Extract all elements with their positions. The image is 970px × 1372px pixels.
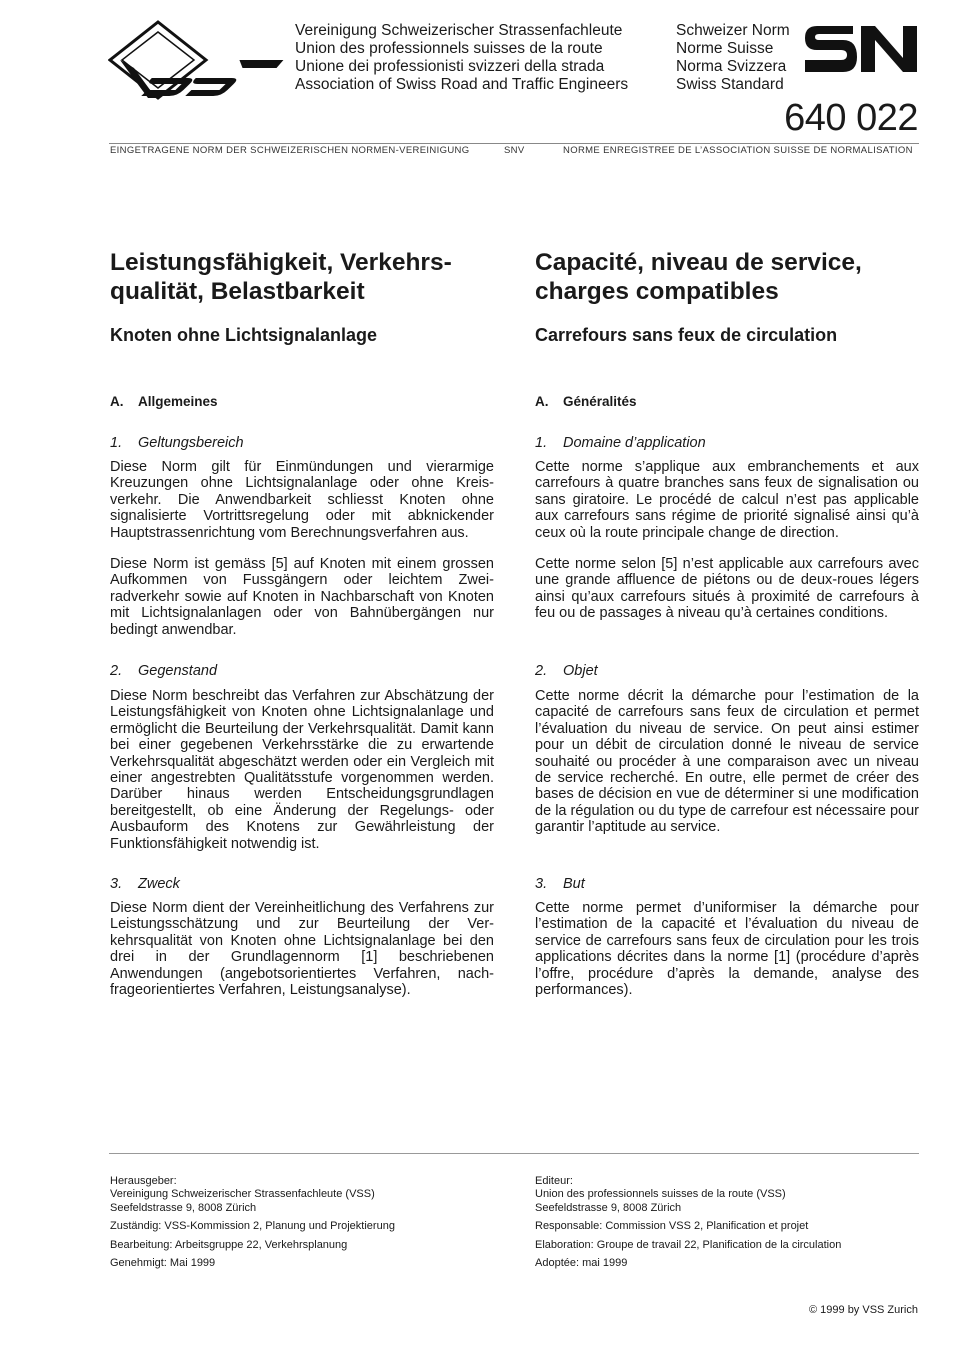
registration-fr: NORME ENREGISTREE DE L’ASSOCIATION SUISSE DE NORMALISATION [563,145,913,156]
subheading-label: Gegenstand [138,663,218,679]
section-number: A. [535,394,549,409]
norm-number: 640 022 [784,97,918,139]
subheading-number: 1. [110,435,123,451]
section-number: A. [110,394,124,409]
subheading-label: But [563,876,585,892]
paragraph-scope-2-fr: Cette norme selon [5] n’est applicable aux carrefours avec une grande affluence de piétons ou de deux-roues légers ainsi qu’aux carrefours situés à proximité de carrefours à feu ou de passages à niveau qu’à certaines conditions. [535,556,919,622]
prepared-de: Bearbeitung: Arbeitsgruppe 22, Verkehrsplanung [110,1238,348,1251]
subheading-scope-fr [535,434,706,452]
footer-divider [109,1153,919,1154]
paragraph-purpose-de: Diese Norm dient der Vereinheitlichung des Verfahrens zur Leistungsschätzung und zur Beurteilung der Verkehrsqualität von Knoten ohne Lichtsignalanlage bei den drei in der Grundlagennorm [1] beschriebenen Anwendungen (angebotsorientiertes Verfahren, nachfrageorientiertes Verfahren, Leistungsanalyse). [110,900,494,999]
title-de [110,248,494,306]
subheading-subject-de [110,662,217,680]
standard-name-de: Schweizer Norm [676,22,790,39]
title-de-line2: qualität, Belastbarkeit [110,278,365,305]
association-name-it: Unione dei professionisti svizzeri della strada [295,58,605,75]
header-divider [109,143,919,144]
paragraph-subject-de: Diese Norm beschreibt das Verfahren zur Abschätzung der Leistungsfähigkeit von Knoten ohne Lichtsignalanlage und ermöglicht die Beurteilung der Verkehrsqualität. Damit kann bei einer gegebenen Verkehrsstärke die zu erwartende Verkehrsqualität abgeschätzt werden oder ein Vergleich mit einer angestrebten Qualitätsstufe vorgenommen werden. Darüber hinaus werden Entscheidungsgrundlagen bereitgestellt, ob eine Änderung der Regelungs- oder Ausbauform des Knotens zur Gewährleistung der Funktionsfähigkeit notwendig ist. [110,688,494,852]
responsible-fr: Responsable: Commission VSS 2, Planification et projet [535,1220,809,1233]
publisher-address: Seefeldstrasse 9, 8008 Zürich [110,1201,257,1214]
approved-fr: Adoptée: mai 1999 [535,1257,628,1270]
title-fr-line2: charges compatibles [535,278,779,305]
publisher-address: Seefeldstrasse 9, 8008 Zürich [535,1201,682,1214]
paragraph-scope-1-de: Diese Norm gilt für Einmündungen und vierarmige Kreuzungen ohne Lichtsignalanlage oder ohne Kreisverkehr. Die Anwendbarkeit schliesst Knoten ohne signalisierte Vortrittsregelung oder mit abknickender Hauptstrassenrichtung vom Berechnungsverfahren aus. [110,459,494,541]
subheading-scope-de [110,434,244,452]
section-heading-de [110,394,218,409]
publisher-block-fr [535,1175,935,1215]
publisher-name: Vereinigung Schweizerischer Strassenfachleute (VSS) [110,1188,375,1201]
imprint-fr [535,1175,935,1275]
standard-name-en: Swiss Standard [676,76,784,93]
subheading-number: 3. [535,876,548,892]
section-heading-fr [535,394,637,409]
subheading-label: Zweck [138,876,180,892]
responsible-de: Zuständig: VSS-Kommission 2, Planung und Projektierung [110,1220,395,1233]
subheading-purpose-fr [535,875,585,893]
approved-de: Genehmigt: Mai 1999 [110,1257,216,1270]
paragraph-subject-fr: Cette norme décrit la démarche pour l’estimation de la capacité de carrefours sans feux de circulation et permet l’évaluation du niveau de service. On peut ainsi estimer pour un débit de circulation donné le niveau de service souhaité ou procéder à une comparaison avec un niveau de service recherché. En outre, elle permet de créer des bases de décision en vue de déterminer si une modification de la régulation ou du type de carrefour est nécessaire pour garantir l’aptitude au service. [535,688,919,836]
paragraph-purpose-fr: Cette norme permet d’uniformiser la démarche pour l’estimation de la capacité et l’évaluation du niveau de service de carrefours sans feux de circulation pour les trois applications décrites dans la norme [1] (procédure d’après l’offre, procédure d’après la demande, analyse des performances). [535,900,919,999]
sn-logo [803,24,919,74]
association-names [295,22,628,94]
paragraph-scope-1-fr: Cette norme s’applique aux embranchements et aux carrefours à quatre branches sans feux de signalisation ou sans giratoire. Le procédé de calcul n’est pas applicable aux carrefours sans régime de priorité signalisé ainsi qu’à ceux où la route principale change de direction. [535,459,919,541]
subheading-label: Domaine d’application [563,435,706,451]
publisher-label: Editeur: [535,1175,573,1187]
subheading-number: 2. [110,663,123,679]
title-fr-line1: Capacité, niveau de service, [535,249,862,276]
association-name-de: Vereinigung Schweizerischer Strassenfachleute [295,22,623,39]
subheading-number: 1. [535,435,548,451]
subheading-label: Objet [563,663,598,679]
section-label: Généralités [563,394,637,409]
vss-logo [108,20,288,102]
publisher-name: Union des professionnels suisses de la route (VSS) [535,1188,786,1201]
association-name-en: Association of Swiss Road and Traffic Engineers [295,76,629,93]
registration-de: EINGETRAGENE NORM DER SCHWEIZERISCHEN NORMEN-VEREINIGUNG [110,145,470,156]
subheading-number: 3. [110,876,123,892]
subheading-label: Geltungsbereich [138,435,244,451]
subheading-subject-fr [535,662,598,680]
registration-snv: SNV [504,145,525,156]
standard-names [676,22,790,94]
paragraph-scope-2-de: Diese Norm ist gemäss [5] auf Knoten mit einem grossen Aufkommen von Fussgängern oder leichtem Zweiradverkehr sowie auf Knoten in Nachbarschaft von Knoten mit Lichtsignalanlagen oder von Bahnübergängen nur bedingt anwendbar. [110,556,494,638]
title-fr [535,248,919,306]
subtitle-de: Knoten ohne Lichtsignalanlage [110,325,378,345]
column-de [110,248,494,999]
column-fr [535,248,919,999]
copyright: © 1999 by VSS Zurich [809,1304,918,1316]
subheading-number: 2. [535,663,548,679]
imprint-de [110,1175,510,1275]
publisher-label: Herausgeber: [110,1175,177,1187]
association-name-fr: Union des professionnels suisses de la route [295,40,603,57]
section-label: Allgemeines [138,394,218,409]
title-de-line1: Leistungsfähigkeit, Verkehrs- [110,249,452,276]
publisher-block-de [110,1175,510,1215]
subheading-purpose-de [110,875,180,893]
prepared-fr: Elaboration: Groupe de travail 22, Planification de la circulation [535,1238,842,1251]
standard-name-fr: Norme Suisse [676,40,774,57]
standard-name-it: Norma Svizzera [676,58,787,75]
subtitle-fr: Carrefours sans feux de circulation [535,325,838,345]
